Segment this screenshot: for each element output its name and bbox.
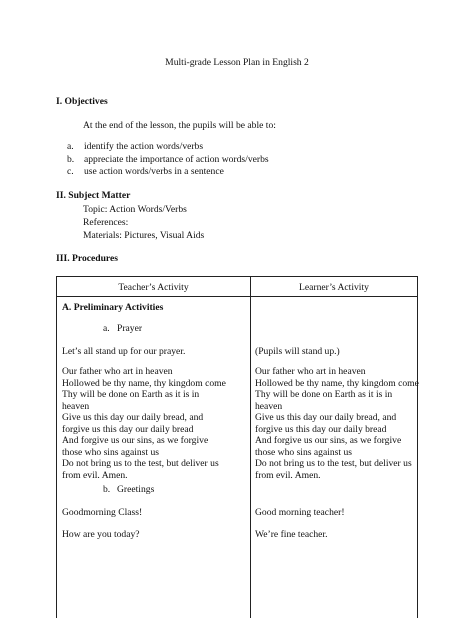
objective-marker-c: c.	[67, 166, 74, 177]
prayer-line: forgive us this day our daily bread	[255, 423, 387, 435]
prayer-line: heaven	[62, 400, 90, 412]
prayer-line: And forgive us our sins, as we forgive	[62, 435, 209, 446]
procedures-heading: III. Procedures	[56, 253, 119, 264]
greetings-label: Greetings	[117, 484, 155, 495]
learner-greeting: Good morning teacher!	[255, 507, 345, 518]
prayer-line: Give us this day our daily bread, and	[255, 412, 397, 423]
prayer-line: those who sins against us	[62, 446, 160, 458]
prayer-marker: a.	[103, 323, 110, 334]
prayer-line: those who sins against us	[255, 446, 353, 458]
objective-marker-a: a.	[67, 141, 74, 152]
prayer-line: heaven	[255, 400, 283, 412]
prayer-line: Give us this day our daily bread, and	[62, 412, 204, 423]
objectives-heading: I. Objectives	[56, 96, 108, 107]
prayer-line: Do not bring us to the test, but deliver us	[62, 458, 219, 469]
procedures-table	[56, 276, 418, 618]
objective-marker-b: b.	[67, 153, 75, 165]
objective-item-b: appreciate the importance of action words/verbs	[84, 153, 269, 165]
greetings-marker: b.	[103, 484, 111, 495]
prayer-line: Our father who art in heaven	[255, 366, 366, 377]
prayer-line: Do not bring us to the test, but deliver us	[255, 458, 412, 469]
column-divider	[250, 277, 251, 618]
subject-references: References:	[83, 217, 129, 228]
preliminary-activities-heading: A. Preliminary Activities	[62, 302, 164, 313]
prayer-line: Hollowed be thy name, thy kingdom come	[255, 377, 419, 389]
prayer-line: Hollowed be thy name, thy kingdom come	[62, 377, 226, 389]
prayer-line: from evil. Amen.	[255, 469, 321, 481]
teacher-question: How are you today?	[62, 529, 140, 540]
teacher-greeting: Goodmorning Class!	[62, 507, 143, 518]
prayer-line: from evil. Amen.	[62, 469, 128, 481]
objectives-intro: At the end of the lesson, the pupils will be able to:	[83, 120, 276, 131]
prayer-line: And forgive us our sins, as we forgive	[255, 435, 402, 446]
prayer-line: forgive us this day our daily bread	[62, 423, 194, 435]
objective-item-a: identify the action words/verbs	[84, 141, 204, 152]
document-title: Multi-grade Lesson Plan in English 2	[165, 57, 309, 68]
teacher-stand-instruction: Let’s all stand up for our prayer.	[62, 346, 186, 357]
objective-item-c: use action words/verbs in a sentence	[84, 166, 224, 177]
teacher-prayer-text	[62, 366, 226, 481]
subject-materials: Materials: Pictures, Visual Aids	[83, 230, 205, 241]
prayer-line: Thy will be done on Earth as it is in	[62, 389, 200, 400]
learner-activity-header: Learner’s Activity	[299, 282, 369, 293]
subject-topic: Topic: Action Words/Verbs	[83, 204, 187, 215]
teacher-activity-header: Teacher’s Activity	[118, 282, 189, 293]
prayer-label: Prayer	[117, 323, 143, 334]
learner-answer: We’re fine teacher.	[255, 529, 328, 540]
learner-prayer-text	[255, 366, 419, 481]
prayer-line: Thy will be done on Earth as it is in	[255, 389, 393, 400]
learner-stand-response: (Pupils will stand up.)	[255, 346, 340, 357]
subject-matter-heading: II. Subject Matter	[56, 190, 131, 201]
prayer-line: Our father who art in heaven	[62, 366, 173, 377]
